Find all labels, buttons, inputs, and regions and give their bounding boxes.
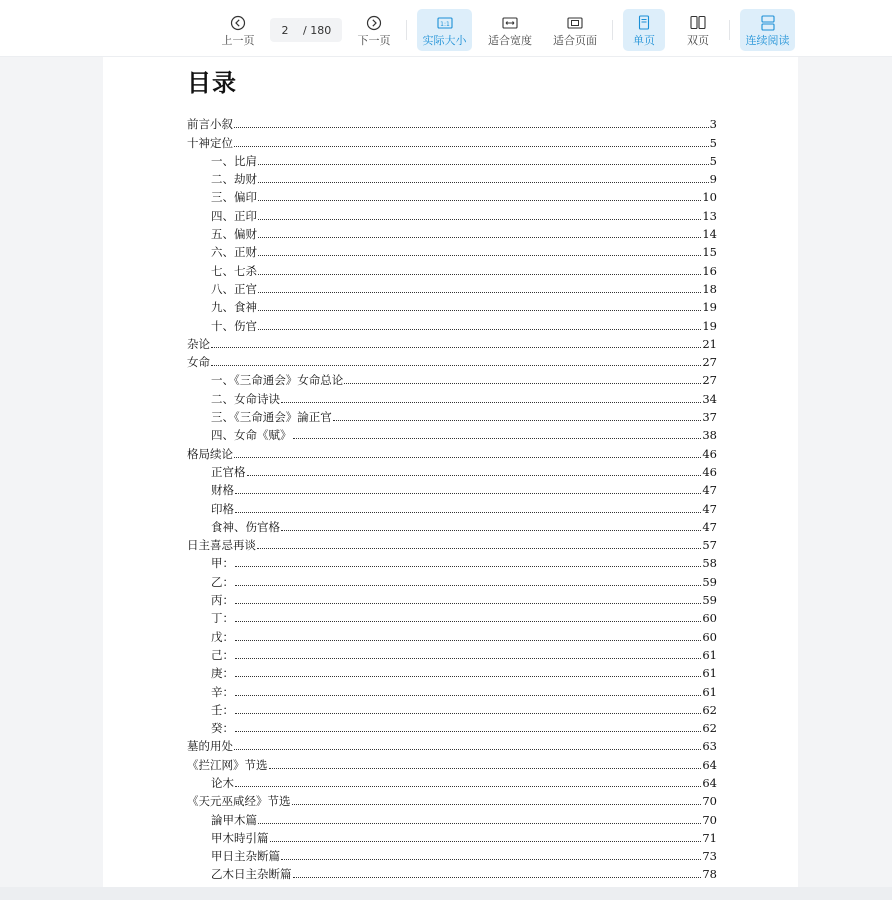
toc-entry-title: 二、劫财 xyxy=(211,172,257,187)
toc-entry-title: 三、偏印 xyxy=(211,190,257,205)
toc-leader-dots xyxy=(247,474,702,476)
toc-entry-title: 己： xyxy=(211,647,234,662)
page-number-input[interactable] xyxy=(270,24,300,37)
toc-entry-title: 《拦江网》节选 xyxy=(187,757,268,772)
toc-entry[interactable] xyxy=(187,296,717,314)
toc-leader-dots xyxy=(292,803,702,805)
toc-entry[interactable] xyxy=(187,625,717,643)
toc-entry-page: 19 xyxy=(702,300,717,315)
toc-entry-page: 13 xyxy=(702,208,717,223)
toc-entry-page: 73 xyxy=(702,849,717,864)
toc-entry-title: 前言小叙 xyxy=(187,117,233,132)
toc-entry[interactable] xyxy=(187,534,717,552)
toc-entry[interactable] xyxy=(187,863,717,881)
toc-leader-dots xyxy=(258,218,701,220)
toc-entry-title: 十、伤官 xyxy=(211,318,257,333)
total-pages: / 180 xyxy=(303,23,332,37)
toc-entry-page: 61 xyxy=(702,666,717,681)
toc-entry-title: 杂论 xyxy=(187,336,210,351)
actual-size-label: 实际大小 xyxy=(422,34,467,47)
toc-entry-title: 庚： xyxy=(211,666,234,681)
toc-entry-title: 三、《三命通会》論正官 xyxy=(211,410,332,425)
toc-leader-dots xyxy=(235,730,701,732)
toc-entry-title: 論甲木篇 xyxy=(211,812,257,827)
toc-entry-title: 论木 xyxy=(211,775,234,790)
toc-entry-page: 19 xyxy=(702,318,717,333)
toc-entry-page: 62 xyxy=(702,702,717,717)
toc-entry[interactable] xyxy=(187,387,717,405)
toc-leader-dots xyxy=(281,401,701,403)
toc-entry[interactable] xyxy=(187,333,717,351)
toc-entry-page: 47 xyxy=(702,519,717,534)
toc-list xyxy=(187,113,717,881)
toc-leader-dots xyxy=(235,712,701,714)
toc-leader-dots xyxy=(211,346,701,348)
toc-entry[interactable] xyxy=(187,808,717,826)
toc-entry-page: 60 xyxy=(702,611,717,626)
toc-entry-title: 正官格 xyxy=(211,464,246,479)
toc-entry-title: 财格 xyxy=(211,483,234,498)
toc-leader-dots xyxy=(258,181,709,183)
toc-entry-title: 格局续论 xyxy=(187,446,233,461)
fit-width-button[interactable] xyxy=(484,9,536,51)
toc-entry-title: 二、女命诗诀 xyxy=(211,391,280,406)
toc-entry[interactable] xyxy=(187,150,717,168)
toc-entry-title: 戊： xyxy=(211,629,234,644)
toc-entry-page: 47 xyxy=(702,501,717,516)
toc-entry[interactable] xyxy=(187,168,717,186)
toc-entry-page: 71 xyxy=(702,830,717,845)
toc-entry-page: 34 xyxy=(702,391,717,406)
toc-entry[interactable] xyxy=(187,406,717,424)
toc-entry-page: 61 xyxy=(702,647,717,662)
toc-entry[interactable] xyxy=(187,772,717,790)
toc-leader-dots xyxy=(234,748,701,750)
toc-entry[interactable] xyxy=(187,516,717,534)
toc-leader-dots xyxy=(257,547,701,549)
toc-entry[interactable] xyxy=(187,827,717,845)
toc-entry[interactable] xyxy=(187,845,717,863)
toc-entry-title: 甲： xyxy=(211,556,234,571)
toc-entry-title: 印格 xyxy=(211,501,234,516)
toc-entry[interactable] xyxy=(187,241,717,259)
toc-entry-title: 日主喜忌再谈 xyxy=(187,538,256,553)
double-page-button[interactable] xyxy=(677,9,719,51)
toc-entry[interactable] xyxy=(187,735,717,753)
actual-size-icon-text: 1:1 xyxy=(439,21,450,28)
toc-leader-dots xyxy=(235,511,701,513)
toc-entry-title: 八、正官 xyxy=(211,281,257,296)
toc-entry[interactable] xyxy=(187,314,717,332)
double-page-icon xyxy=(689,14,707,32)
toc-entry-title: 乙： xyxy=(211,574,234,589)
single-page-button[interactable] xyxy=(623,9,665,51)
toc-leader-dots xyxy=(344,382,701,384)
toc-leader-dots xyxy=(258,309,701,311)
toc-leader-dots xyxy=(235,639,701,641)
toc-leader-dots xyxy=(235,657,701,659)
toc-entry-title: 女命 xyxy=(187,355,210,370)
toc-entry-page: 9 xyxy=(709,172,717,187)
toolbar-divider xyxy=(406,20,407,40)
toc-entry-page: 38 xyxy=(702,428,717,443)
toc-entry-page: 62 xyxy=(702,721,717,736)
toc-entry[interactable] xyxy=(187,680,717,698)
toc-entry[interactable] xyxy=(187,570,717,588)
toc-entry-page: 64 xyxy=(702,775,717,790)
toc-entry-page: 64 xyxy=(702,757,717,772)
toc-entry-title: 甲木時引篇 xyxy=(211,830,269,845)
toc-leader-dots xyxy=(234,145,709,147)
toc-entry[interactable] xyxy=(187,278,717,296)
toc-entry-page: 27 xyxy=(702,355,717,370)
toc-leader-dots xyxy=(235,584,701,586)
toolbar-divider xyxy=(729,20,730,40)
toc-leader-dots xyxy=(235,785,701,787)
toc-entry[interactable] xyxy=(187,259,717,277)
toc-entry-title: 四、女命《赋》 xyxy=(211,428,292,443)
toolbar-divider xyxy=(612,20,613,40)
toc-entry-title: 乙木日主杂断篇 xyxy=(211,867,292,882)
toc-entry-page: 5 xyxy=(709,153,717,168)
single-page-icon xyxy=(635,14,653,32)
document-viewport[interactable] xyxy=(0,57,892,887)
toc-entry-page: 70 xyxy=(702,794,717,809)
toc-leader-dots xyxy=(281,529,701,531)
toc-entry[interactable] xyxy=(187,186,717,204)
toc-entry-page: 61 xyxy=(702,684,717,699)
toc-entry-page: 60 xyxy=(702,629,717,644)
fit-width-label: 适合宽度 xyxy=(488,34,532,47)
fit-page-label: 适合页面 xyxy=(553,34,597,47)
toc-entry[interactable] xyxy=(187,351,717,369)
toc-entry-title: 五、偏财 xyxy=(211,227,257,242)
toc-entry[interactable] xyxy=(187,113,717,131)
toc-entry-title: 《天元巫咸经》节选 xyxy=(187,794,291,809)
toc-leader-dots xyxy=(211,364,701,366)
toc-leader-dots xyxy=(258,254,701,256)
toc-entry-title: 丙： xyxy=(211,593,234,608)
toc-entry-page: 5 xyxy=(709,135,717,150)
toc-entry-page: 70 xyxy=(702,812,717,827)
toc-leader-dots xyxy=(258,236,701,238)
toc-leader-dots xyxy=(235,675,701,677)
toc-entry-page: 21 xyxy=(702,336,717,351)
toc-entry-title: 丁： xyxy=(211,611,234,626)
toc-entry[interactable] xyxy=(187,131,717,149)
toc-leader-dots xyxy=(258,328,701,330)
toc-heading: 目录 xyxy=(187,69,237,97)
toc-entry[interactable] xyxy=(187,369,717,387)
double-page-label: 双页 xyxy=(687,34,709,47)
toc-entry[interactable] xyxy=(187,497,717,515)
toc-entry-title: 六、正财 xyxy=(211,245,257,260)
toc-leader-dots xyxy=(258,163,709,165)
toc-entry-title: 一、比肩 xyxy=(211,153,257,168)
toc-leader-dots xyxy=(235,565,701,567)
toc-entry[interactable] xyxy=(187,479,717,497)
document-page xyxy=(103,57,798,887)
next-page-label: 下一页 xyxy=(357,34,391,47)
toc-entry[interactable] xyxy=(187,699,717,717)
toc-entry-page: 10 xyxy=(702,190,717,205)
toc-leader-dots xyxy=(293,876,702,878)
toc-entry-title: 十神定位 xyxy=(187,135,233,150)
toc-entry[interactable] xyxy=(187,753,717,771)
toc-entry-title: 癸： xyxy=(211,721,234,736)
toc-leader-dots xyxy=(234,456,701,458)
toc-leader-dots xyxy=(270,840,702,842)
toc-entry-title: 辛： xyxy=(211,684,234,699)
fit-width-icon xyxy=(501,14,519,32)
toc-entry-page: 18 xyxy=(702,281,717,296)
toc-entry[interactable] xyxy=(187,662,717,680)
toc-entry[interactable] xyxy=(187,607,717,625)
toc-entry-page: 63 xyxy=(702,739,717,754)
toc-leader-dots xyxy=(269,767,702,769)
toc-entry-page: 59 xyxy=(702,593,717,608)
prev-page-label: 上一页 xyxy=(221,34,255,47)
toc-entry-page: 27 xyxy=(702,373,717,388)
toc-entry-page: 58 xyxy=(702,556,717,571)
toolbar xyxy=(0,0,892,57)
next-page-button[interactable] xyxy=(354,9,394,51)
toc-leader-dots xyxy=(235,602,701,604)
toc-entry-title: 食神、伤官格 xyxy=(211,519,280,534)
toc-entry-page: 14 xyxy=(702,227,717,242)
toc-entry-title: 墓的用处 xyxy=(187,739,233,754)
toc-entry-title: 七、七杀 xyxy=(211,263,257,278)
toc-entry[interactable] xyxy=(187,424,717,442)
toc-entry-title: 四、正印 xyxy=(211,208,257,223)
toc-entry[interactable] xyxy=(187,644,717,662)
toc-leader-dots xyxy=(281,858,701,860)
chevron-left-circle-icon xyxy=(229,14,247,32)
toc-entry-title: 甲日主杂断篇 xyxy=(211,849,280,864)
toc-entry-page: 57 xyxy=(702,538,717,553)
toc-entry-page: 46 xyxy=(702,464,717,479)
toc-entry-page: 37 xyxy=(702,410,717,425)
toc-entry-page: 15 xyxy=(702,245,717,260)
toc-leader-dots xyxy=(258,199,701,201)
toc-entry[interactable] xyxy=(187,204,717,222)
toc-entry-title: 九、食神 xyxy=(211,300,257,315)
continuous-pages-icon xyxy=(759,14,777,32)
single-page-label: 单页 xyxy=(633,34,655,47)
toc-leader-dots xyxy=(235,694,701,696)
toc-entry[interactable] xyxy=(187,223,717,241)
toc-entry-page: 78 xyxy=(702,867,717,882)
status-bar xyxy=(0,887,892,900)
actual-size-button[interactable] xyxy=(417,9,472,51)
fit-page-icon xyxy=(566,14,584,32)
toc-leader-dots xyxy=(293,437,702,439)
toc-leader-dots xyxy=(333,419,702,421)
page-navigator xyxy=(270,18,342,42)
toc-entry-page: 46 xyxy=(702,446,717,461)
toc-entry-title: 一、《三命通会》女命总论 xyxy=(211,373,344,388)
toc-leader-dots xyxy=(234,126,709,128)
toc-entry[interactable] xyxy=(187,589,717,607)
toc-leader-dots xyxy=(258,822,701,824)
toc-leader-dots xyxy=(235,492,701,494)
chevron-right-circle-icon xyxy=(365,14,383,32)
actual-size-icon xyxy=(436,14,454,32)
toc-entry-page: 59 xyxy=(702,574,717,589)
toc-entry[interactable] xyxy=(187,790,717,808)
toc-entry-page: 3 xyxy=(709,117,717,132)
toc-entry[interactable] xyxy=(187,552,717,570)
toc-entry[interactable] xyxy=(187,717,717,735)
toc-leader-dots xyxy=(258,291,701,293)
prev-page-button[interactable] xyxy=(218,9,258,51)
toc-leader-dots xyxy=(235,620,701,622)
fit-page-button[interactable] xyxy=(549,9,601,51)
toc-leader-dots xyxy=(258,273,701,275)
toc-entry[interactable] xyxy=(187,442,717,460)
toc-entry[interactable] xyxy=(187,461,717,479)
toc-entry-title: 壬： xyxy=(211,702,234,717)
toc-entry-page: 47 xyxy=(702,483,717,498)
toc-entry-page: 16 xyxy=(702,263,717,278)
continuous-reading-button[interactable] xyxy=(740,9,795,51)
continuous-reading-label: 连续阅读 xyxy=(745,34,790,47)
